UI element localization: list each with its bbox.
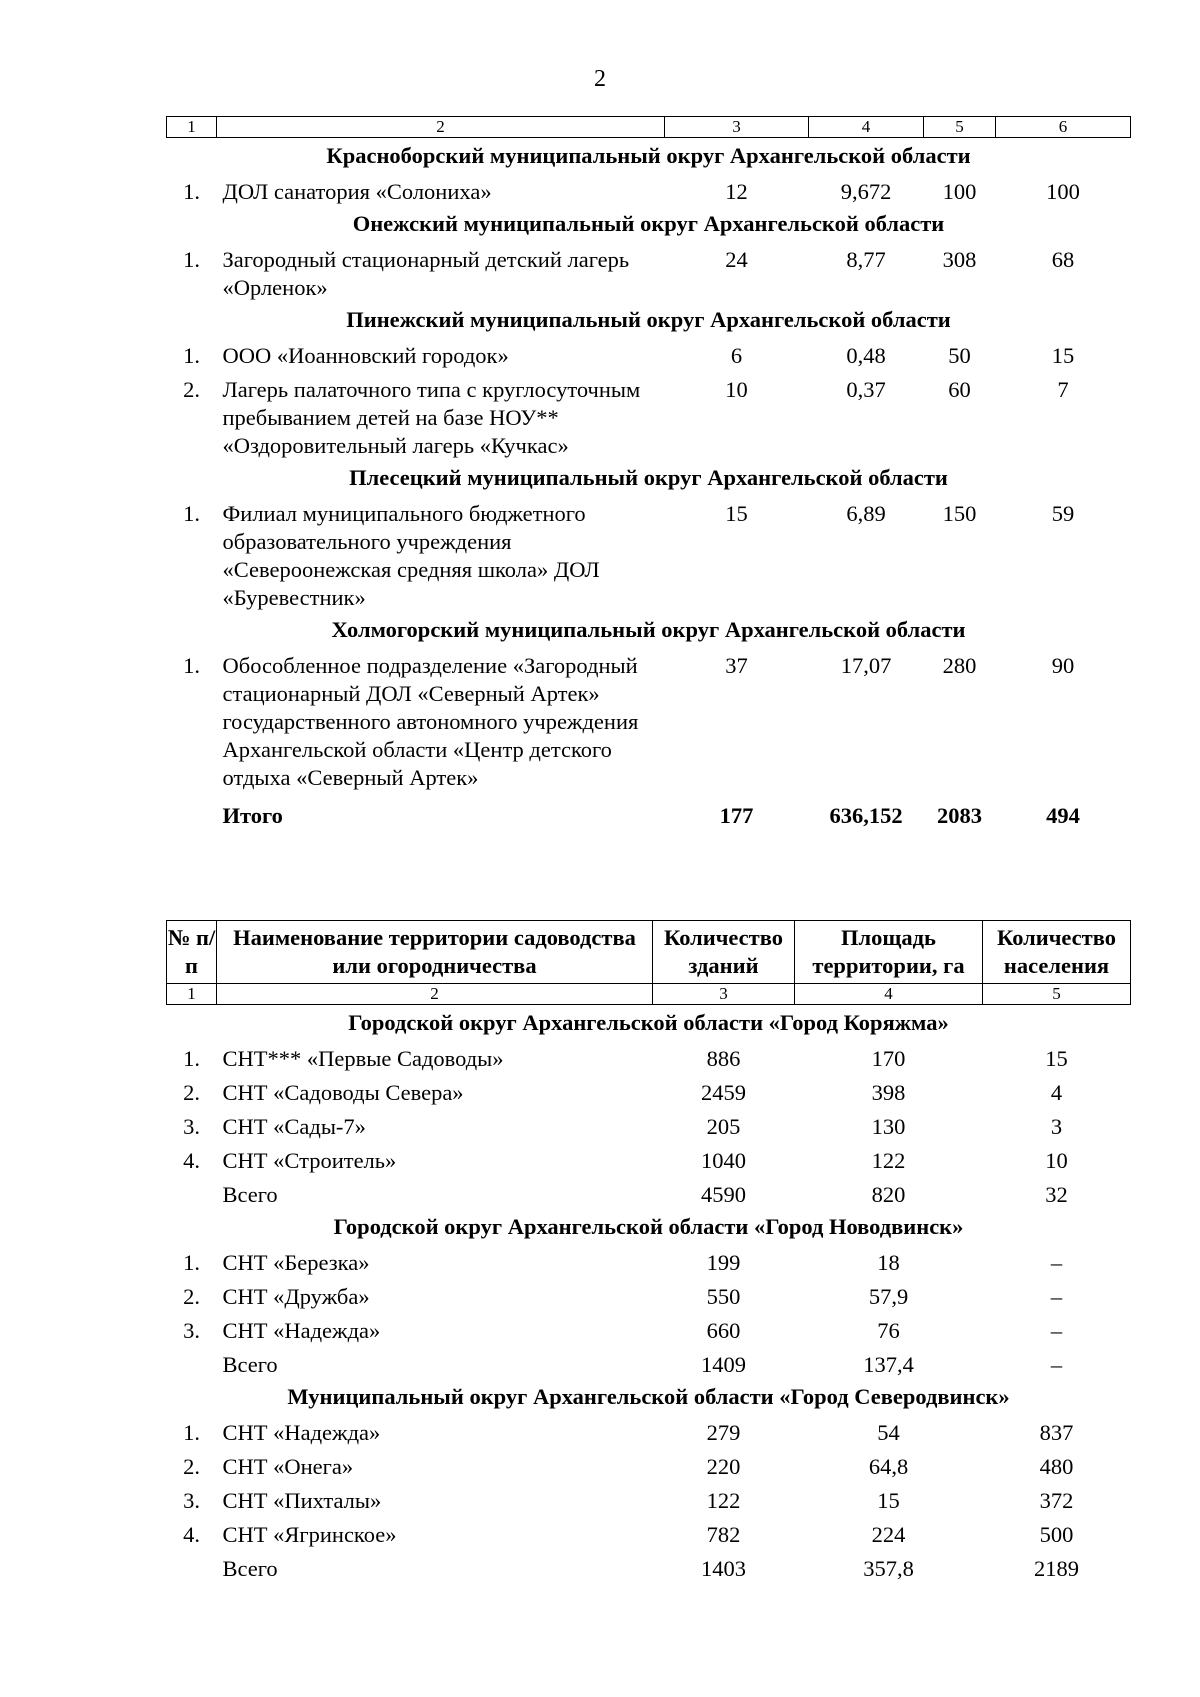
row-cell: 17,07 [840, 653, 892, 678]
row-cell: 2459 [701, 1080, 746, 1105]
row-cell: 8,77 [846, 247, 886, 272]
row-cell: 886 [706, 1046, 741, 1071]
header-area: Площадь территории, га [795, 921, 983, 984]
row-cell: 57,9 [868, 1284, 909, 1309]
row-name: СНТ «Ягринское» [222, 1522, 397, 1547]
header-name: Наименование территории садоводства или огородничества [217, 921, 653, 984]
column-number: 3 [653, 984, 795, 1005]
row-name: СНТ «Надежда» [222, 1318, 381, 1343]
row-name: ДОЛ санатория «Солониха» [222, 179, 492, 204]
subtotal-cell: 1403 [701, 1556, 746, 1581]
row-cell: 122 [706, 1488, 741, 1513]
total-row [167, 792, 1131, 830]
row-name: Лагерь палаточного типа с круглосуточным пребыванием детей на базе НОУ** «Оздоровительный лагерь «Кучкас» [222, 377, 641, 458]
row-cell: – [1050, 1250, 1063, 1275]
row-cell: 15 [1045, 1046, 1068, 1071]
row-cell: 54 [877, 1420, 900, 1445]
section-title: Онежский муниципальный округ Архангельской области [352, 211, 945, 236]
total-cell: 177 [719, 803, 754, 828]
row-cell: 60 [948, 377, 971, 402]
section-title-row [167, 460, 1131, 494]
subtotal-cell: 2189 [1034, 1556, 1079, 1581]
page-number: 2 [594, 66, 606, 92]
section-title-row [167, 1005, 1131, 1040]
row-cell: 280 [942, 653, 977, 678]
section-title-row [167, 1209, 1131, 1243]
table-row [167, 646, 1131, 792]
table-row [167, 336, 1131, 370]
row-cell: 24 [725, 247, 748, 272]
row-cell: 12 [725, 179, 748, 204]
row-name: СНТ «Строитель» [222, 1148, 397, 1173]
row-index: 3. [183, 1318, 200, 1343]
table-row [167, 1107, 1131, 1141]
row-cell: 68 [1051, 247, 1075, 272]
column-number: 2 [217, 984, 653, 1005]
subtotal-cell: – [1050, 1352, 1063, 1377]
row-name: Загородный стационарный детский лагерь «Орленок» [222, 247, 630, 300]
section-title: Пинежский муниципальный округ Архангельской области [346, 307, 951, 332]
row-cell: 10 [725, 377, 748, 402]
subtotal-cell: 357,8 [863, 1556, 914, 1581]
row-index: 2. [183, 1284, 200, 1309]
row-index: 1. [183, 247, 200, 272]
row-cell: 4 [1050, 1080, 1063, 1105]
row-cell: 50 [948, 343, 971, 368]
row-index: 2. [183, 377, 200, 402]
row-cell: 59 [1051, 501, 1075, 526]
row-cell: 398 [871, 1080, 906, 1105]
subtotal-cell: 137,4 [863, 1352, 914, 1377]
column-number-row [167, 984, 1131, 1005]
subtotal-row [167, 1549, 1131, 1583]
row-cell: 6 [730, 343, 743, 368]
table-row [167, 1039, 1131, 1073]
row-cell: 6,89 [846, 501, 886, 526]
row-cell: 199 [706, 1250, 741, 1275]
header-row [167, 921, 1131, 984]
row-cell: 0,37 [846, 377, 886, 402]
row-cell: 3 [1050, 1114, 1063, 1139]
table-row [167, 1311, 1131, 1345]
column-number: 5 [983, 984, 1131, 1005]
row-cell: 90 [1051, 653, 1075, 678]
row-index: 1. [183, 653, 200, 678]
row-cell: 18 [877, 1250, 900, 1275]
section-title: Холмогорский муниципальный округ Архангельской области [331, 617, 966, 642]
table-row [167, 1277, 1131, 1311]
row-cell: 550 [706, 1284, 741, 1309]
row-cell: 76 [877, 1318, 900, 1343]
subtotal-cell: 4590 [701, 1182, 746, 1207]
row-cell: 10 [1045, 1148, 1068, 1173]
row-cell: 7 [1057, 377, 1069, 402]
column-number: 1 [167, 984, 217, 1005]
row-index: 1. [183, 1420, 200, 1445]
row-cell: 1040 [701, 1148, 746, 1173]
row-index: 4. [183, 1148, 200, 1173]
row-name: СНТ «Садоводы Севера» [222, 1080, 464, 1105]
column-number: 6 [996, 117, 1131, 138]
row-cell: 224 [871, 1522, 906, 1547]
row-cell: 372 [1039, 1488, 1074, 1513]
table-row [167, 1515, 1131, 1549]
row-cell: 279 [706, 1420, 741, 1445]
row-cell: 500 [1039, 1522, 1074, 1547]
total-cell: 2083 [937, 803, 982, 828]
section-title: Городской округ Архангельской области «Город Коряжма» [348, 1010, 949, 1035]
row-index: 4. [183, 1522, 200, 1547]
subtotal-row [167, 1175, 1131, 1209]
total-cell: 494 [1046, 803, 1080, 828]
row-index: 1. [183, 501, 200, 526]
section-title-row [167, 302, 1131, 336]
header-population: Количество населения [983, 921, 1131, 984]
table-row [167, 494, 1131, 612]
subtotal-cell: 1409 [701, 1352, 746, 1377]
row-cell: 130 [871, 1114, 906, 1139]
table-row [167, 1413, 1131, 1447]
table-row [167, 1481, 1131, 1515]
row-cell: 205 [706, 1114, 741, 1139]
row-cell: 100 [1046, 179, 1080, 204]
subtotal-label: Всего [222, 1182, 278, 1207]
row-name: Обособленное подразделение «Загородный стационарный ДОЛ «Северный Артек» государственного автономного учреждения Архангельской области «Центр детского отдыха «Северный Артек» [222, 653, 639, 790]
row-cell: 64,8 [868, 1454, 909, 1479]
column-number: 5 [924, 117, 996, 138]
column-number: 1 [167, 117, 217, 138]
row-cell: 15 [725, 501, 748, 526]
row-cell: 37 [725, 653, 748, 678]
row-cell: 782 [706, 1522, 741, 1547]
section-title-row [167, 206, 1131, 240]
row-index: 1. [183, 1046, 200, 1071]
table-row [167, 172, 1131, 206]
row-cell: 9,672 [840, 179, 892, 204]
row-cell: 308 [942, 247, 977, 272]
section-title-row [167, 138, 1131, 173]
row-name: СНТ «Дружба» [222, 1284, 370, 1309]
row-cell: 100 [942, 179, 977, 204]
row-name: СНТ «Надежда» [222, 1420, 381, 1445]
row-name: Филиал муниципального бюджетного образовательного учреждения «Североонежская средняя школа» ДОЛ «Буревестник» [222, 501, 600, 610]
table-row [167, 1447, 1131, 1481]
row-cell: – [1050, 1318, 1063, 1343]
row-cell: 0,48 [846, 343, 886, 368]
table-row [167, 1141, 1131, 1175]
row-name: СНТ «Сады-7» [222, 1114, 366, 1139]
gardening-table [166, 920, 1131, 1583]
subtotal-label: Всего [222, 1556, 278, 1581]
header-num: № п/п [167, 921, 217, 984]
row-name: СНТ «Пихталы» [222, 1488, 382, 1513]
table-row [167, 240, 1131, 302]
table-row [167, 1243, 1131, 1277]
row-index: 3. [183, 1488, 200, 1513]
subtotal-row [167, 1345, 1131, 1379]
table-row [167, 1073, 1131, 1107]
row-index: 1. [183, 179, 200, 204]
total-label: Итого [222, 803, 283, 828]
row-cell: 15 [877, 1488, 900, 1513]
row-index: 2. [183, 1454, 200, 1479]
row-index: 2. [183, 1080, 200, 1105]
row-index: 3. [183, 1114, 200, 1139]
row-name: ООО «Иоанновский городок» [222, 343, 509, 368]
section-title: Красноборский муниципальный округ Архангельской области [326, 143, 971, 168]
row-cell: 837 [1039, 1420, 1074, 1445]
camps-table [166, 116, 1131, 830]
row-cell: 170 [871, 1046, 906, 1071]
column-number-row [167, 117, 1131, 138]
row-name: СНТ «Березка» [222, 1250, 370, 1275]
table-row [167, 370, 1131, 460]
row-index: 1. [183, 343, 200, 368]
column-number: 2 [217, 117, 665, 138]
section-title-row [167, 1379, 1131, 1413]
row-name: СНТ*** «Первые Садоводы» [222, 1046, 504, 1071]
row-cell: – [1050, 1284, 1063, 1309]
section-title: Городской округ Архангельской области «Город Новодвинск» [333, 1214, 964, 1239]
row-name: СНТ «Онега» [222, 1454, 354, 1479]
section-title-row [167, 612, 1131, 646]
column-number: 3 [665, 117, 809, 138]
row-cell: 15 [1051, 343, 1075, 368]
section-title: Плесецкий муниципальный округ Архангельской области [349, 465, 948, 490]
row-index: 1. [183, 1250, 200, 1275]
subtotal-label: Всего [222, 1352, 278, 1377]
row-cell: 122 [871, 1148, 906, 1173]
subtotal-cell: 32 [1045, 1182, 1068, 1207]
row-cell: 150 [942, 501, 977, 526]
row-cell: 220 [706, 1454, 741, 1479]
section-title: Муниципальный округ Архангельской области «Город Северодвинск» [287, 1384, 1010, 1409]
subtotal-cell: 820 [871, 1182, 906, 1207]
total-cell: 636,152 [829, 803, 903, 828]
header-buildings: Количество зданий [653, 921, 795, 984]
column-number: 4 [809, 117, 924, 138]
column-number: 4 [795, 984, 983, 1005]
row-cell: 660 [706, 1318, 741, 1343]
row-cell: 480 [1039, 1454, 1074, 1479]
